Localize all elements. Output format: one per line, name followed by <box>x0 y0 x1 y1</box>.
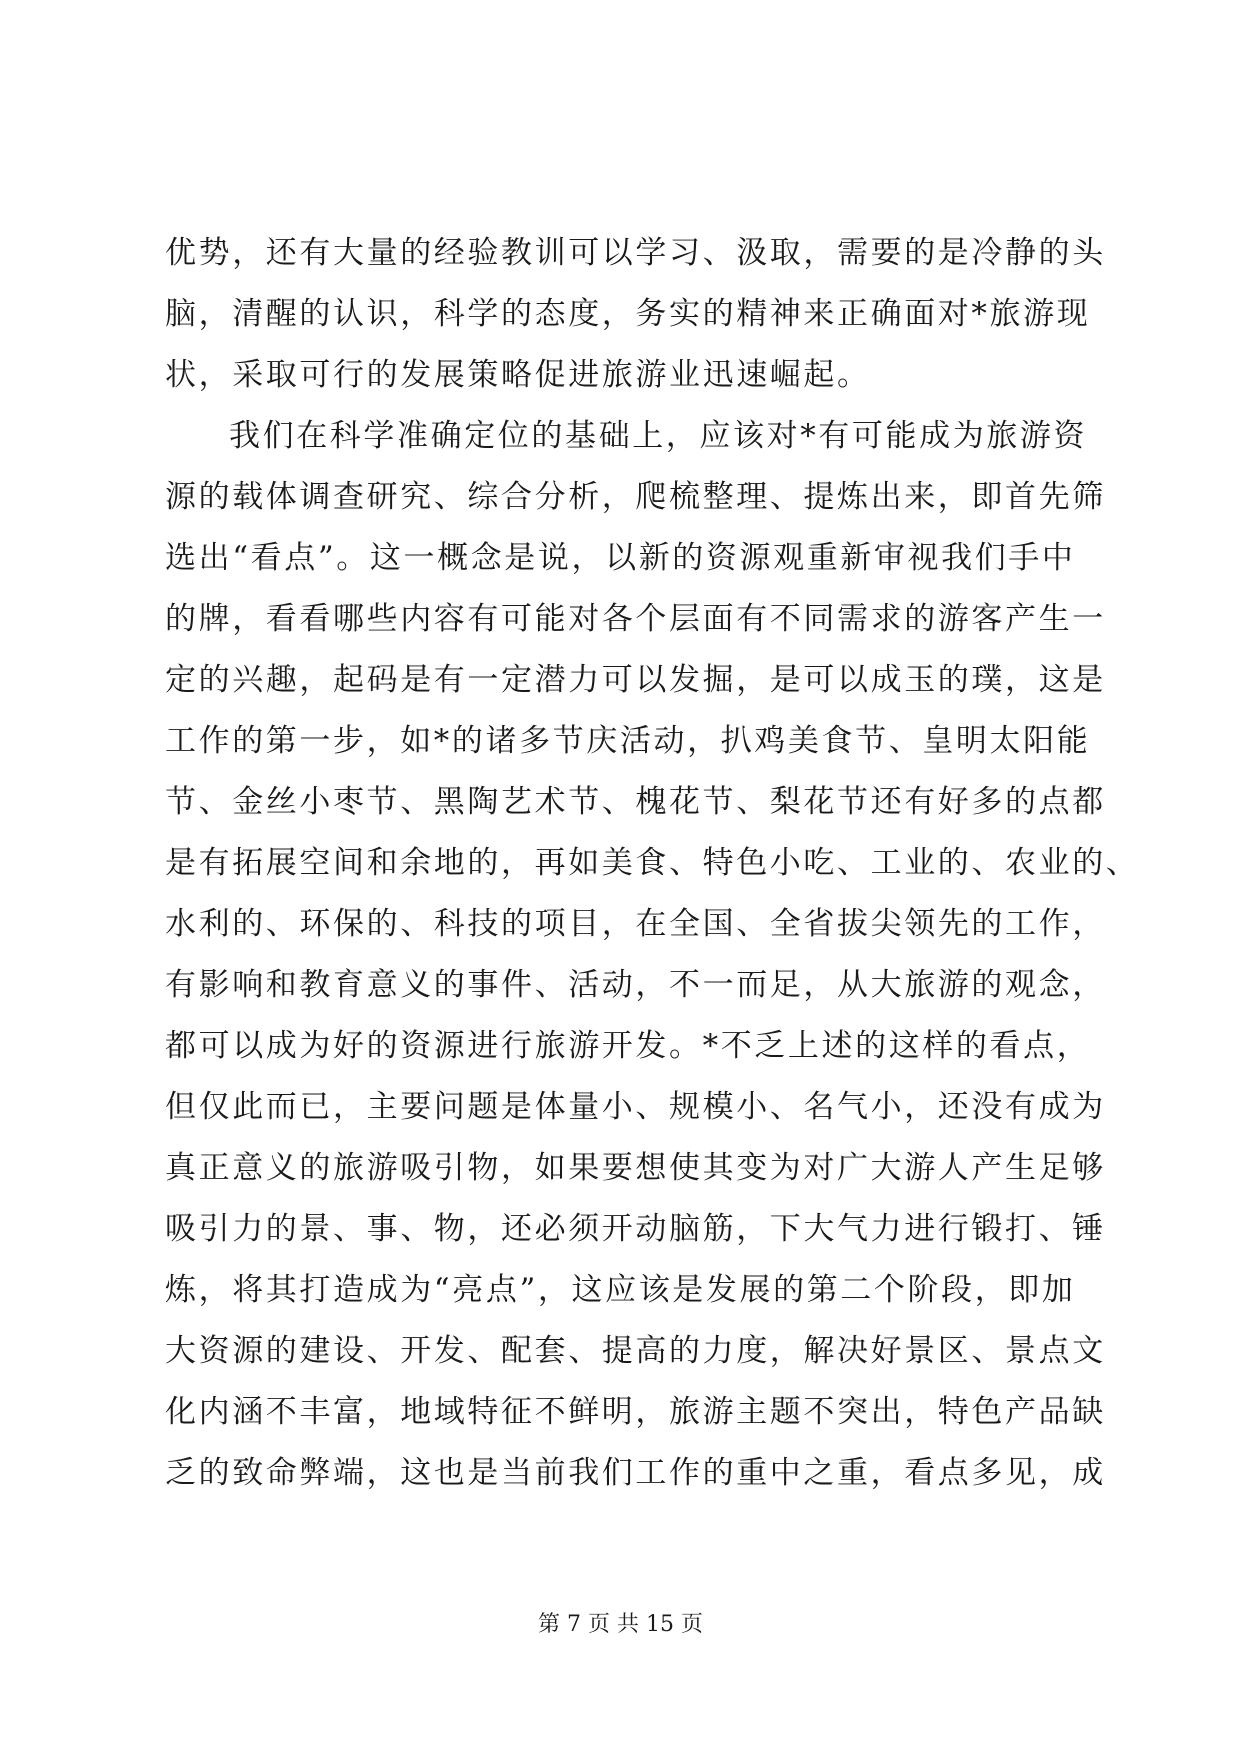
text-line: 乏的致命弊端，这也是当前我们工作的重中之重，看点多见，成 <box>165 1455 1106 1491</box>
text-line: 节、金丝小枣节、黑陶艺术节、槐花节、梨花节还有好多的点都 <box>165 784 1106 820</box>
paragraph-1 <box>165 233 1106 416</box>
text-line: 的牌，看看哪些内容有可能对各个层面有不同需求的游客产生一 <box>165 601 1106 637</box>
text-line: 大资源的建设、开发、配套、提高的力度，解决好景区、景点文 <box>165 1333 1106 1369</box>
text-line: 有影响和教育意义的事件、活动，不一而足，从大旅游的观念， <box>165 967 1106 1003</box>
text-line: 工作的第一步，如*的诸多节庆活动，扒鸡美食节、皇明太阳能 <box>165 723 1091 759</box>
text-line: 我们在科学准确定位的基础上，应该对*有可能成为旅游资 <box>229 418 1088 454</box>
text-line: 是有拓展空间和余地的，再如美食、特色小吃、工业的、农业的、 <box>165 845 1140 881</box>
text-line: 都可以成为好的资源进行旅游开发。*不乏上述的这样的看点， <box>165 1028 1091 1064</box>
text-line: 但仅此而已，主要问题是体量小、规模小、名气小，还没有成为 <box>165 1089 1106 1125</box>
text-line: 定的兴趣，起码是有一定潜力可以发掘，是可以成玉的璞，这是 <box>165 662 1106 698</box>
text-line: 化内涵不丰富，地域特征不鲜明，旅游主题不突出，特色产品缺 <box>165 1394 1106 1430</box>
text-line: 炼，将其打造成为“亮点”，这应该是发展的第二个阶段，即加 <box>165 1272 1076 1308</box>
text-line: 状，采取可行的发展策略促进旅游业迅速崛起。 <box>165 357 871 393</box>
text-line: 优势，还有大量的经验教训可以学习、汲取，需要的是冷静的头 <box>165 235 1106 271</box>
text-line: 水利的、环保的、科技的项目，在全国、全省拔尖领先的工作， <box>165 906 1106 942</box>
page-number: 第 7 页 共 15 页 <box>538 1612 703 1637</box>
page-footer <box>0 1611 1241 1639</box>
body-text <box>165 233 1140 1514</box>
paragraph-2 <box>165 416 1140 1514</box>
text-line: 脑，清醒的认识，科学的态度，务实的精神来正确面对*旅游现 <box>165 296 1091 332</box>
text-line: 真正意义的旅游吸引物，如果要想使其变为对广大游人产生足够 <box>165 1150 1106 1186</box>
text-line: 源的载体调查研究、综合分析，爬梳整理、提炼出来，即首先筛 <box>165 479 1106 515</box>
text-line: 选出“看点”。这一概念是说，以新的资源观重新审视我们手中 <box>165 540 1076 576</box>
text-line: 吸引力的景、事、物，还必须开动脑筋，下大气力进行锻打、锤 <box>165 1211 1106 1247</box>
